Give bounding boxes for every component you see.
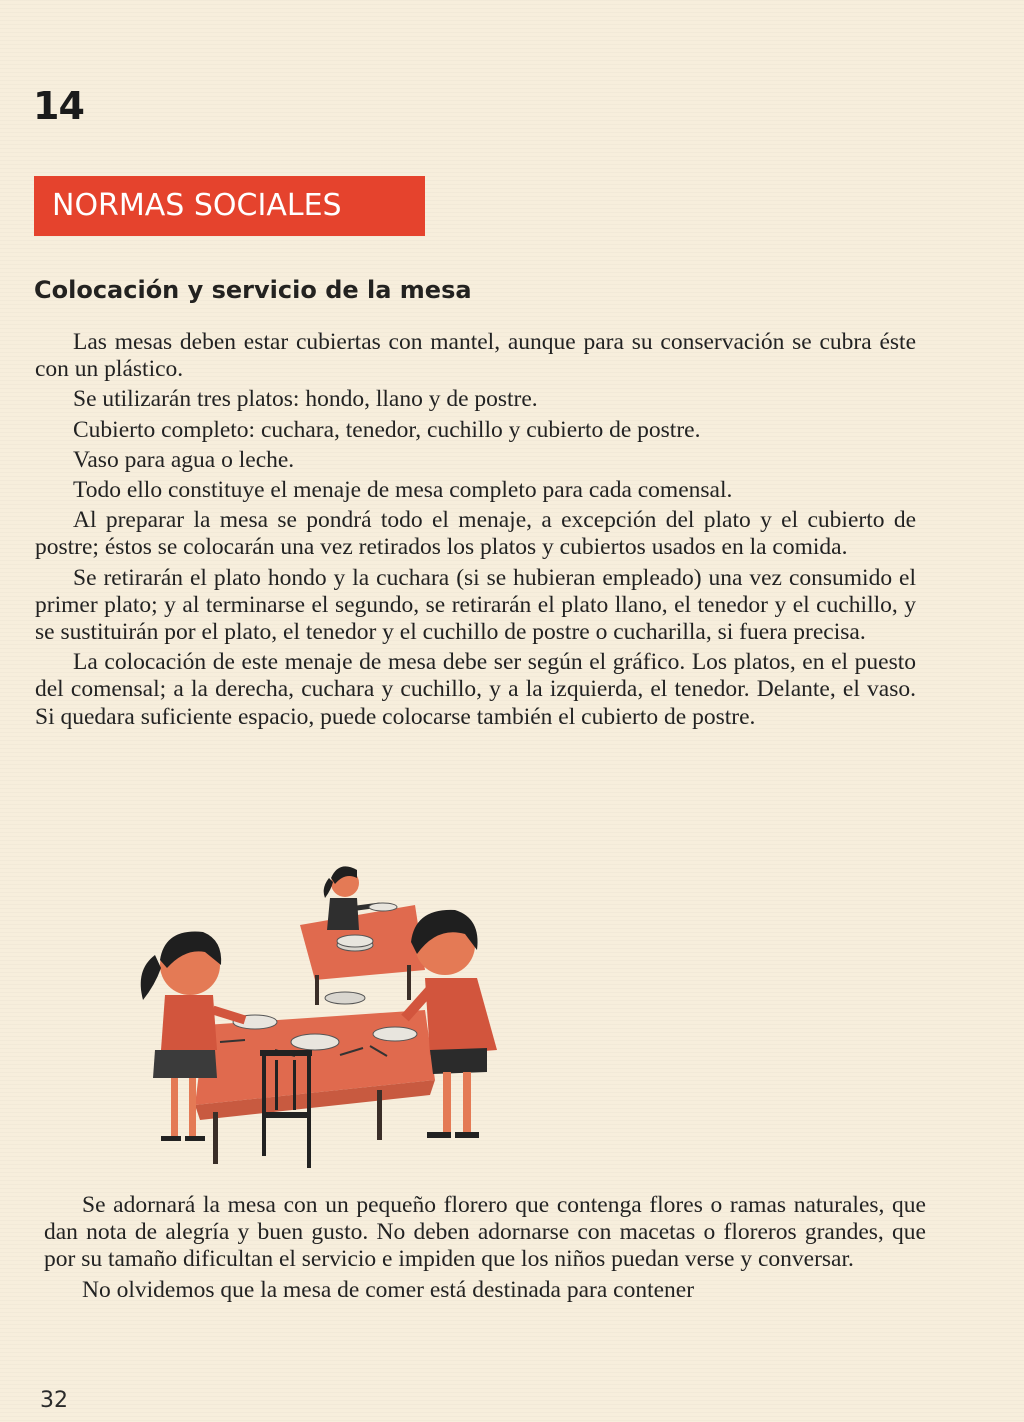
paragraph: Las mesas deben estar cubiertas con mantel, aunque para su conservación se cubra éste con un plástico. — [35, 329, 916, 383]
table-setting-illustration — [125, 850, 525, 1180]
paragraph: Cubierto completo: cuchara, tenedor, cuchillo y cubierto de postre. — [73, 416, 701, 443]
paragraph: Vaso para agua o leche. — [73, 446, 295, 473]
body-text-top — [35, 329, 916, 734]
paragraph: Se adornará la mesa con un pequeño florero que contenga flores o ramas naturales, que dan nota de alegría y buen gusto. No deben adornarse con macetas o floreros grandes, que por su tamaño dificultan el servicio e impiden que los niños puedan verse y conversar. — [44, 1192, 926, 1273]
paragraph: Se retirarán el plato hondo y la cuchara (si se hubieran empleado) una vez consumido el primer plato; y al terminarse el segundo, se retirarán el plato llano, el tenedor y el cuchillo, y se sustituirán por el plato, el tenedor y el cuchillo de postre o cucharilla, si fuera precisa. — [35, 564, 916, 646]
section-title-banner: NORMAS SOCIALES — [34, 176, 425, 236]
paragraph: Todo ello constituye el menaje de mesa completo para cada comensal. — [73, 477, 733, 504]
paragraph: La colocación de este menaje de mesa debe ser según el gráfico. Los platos, en el puesto del comensal; a la derecha, cuchara y cuchillo, y a la izquierda, el tenedor. Delante, el vaso. Si quedara suficiente espacio, puede colocarse también el cubierto de postre. — [35, 649, 916, 730]
back-table — [300, 905, 425, 1005]
body-text-bottom — [44, 1192, 926, 1307]
paragraph: Se utilizarán tres platos: hondo, llano y de postre. — [73, 386, 538, 413]
chapter-number: 14 — [33, 84, 84, 128]
subheading: Colocación y servicio de la mesa — [34, 276, 472, 304]
paragraph: Al preparar la mesa se pondrá todo el menaje, a excepción del plato y el cubierto de postre; éstos se colocarán una vez retirados los platos y cubiertos usados en la comida. — [35, 507, 916, 561]
paragraph: No olvidemos que la mesa de comer está destinada para contener — [82, 1276, 695, 1303]
page-number: 32 — [40, 1388, 68, 1413]
